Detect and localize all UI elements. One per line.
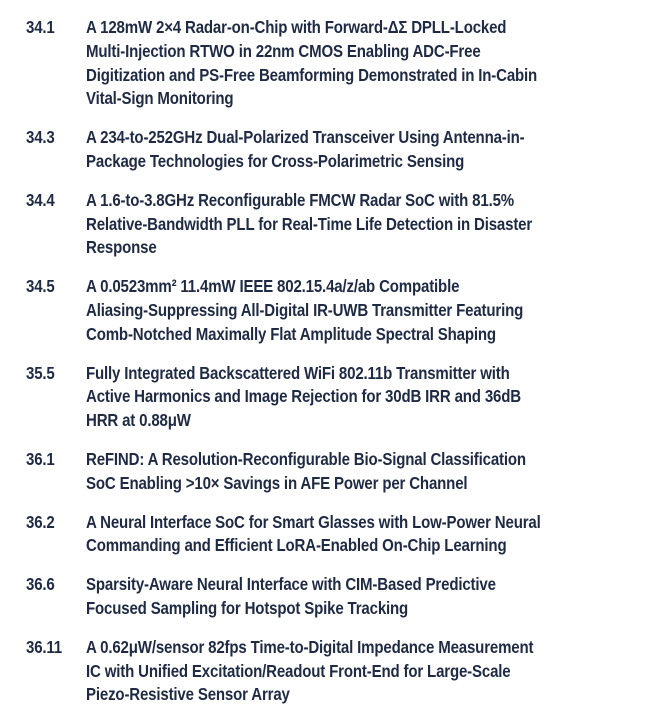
paper-number: 34.3 (26, 127, 55, 148)
paper-title-line: Commanding and Efficient LoRA-Enabled On-Chip Learning (86, 535, 507, 556)
paper-item (26, 636, 646, 707)
paper-title-line: Sparsity-Aware Neural Interface with CIM-Based Predictive (86, 574, 496, 595)
paper-title-line: Comb-Notched Maximally Flat Amplitude Spectral Shaping (86, 323, 496, 344)
paper-item (26, 126, 646, 174)
paper-title-line: Active Harmonics and Image Rejection for 30dB IRR and 36dB (86, 386, 521, 407)
paper-number: 35.5 (26, 362, 55, 383)
paper-title-line: Multi-Injection RTWO in 22nm CMOS Enabling ADC-Free (86, 40, 481, 61)
paper-title (86, 275, 646, 346)
paper-title (86, 573, 646, 621)
paper-title-line: Fully Integrated Backscattered WiFi 802.11b Transmitter with (86, 362, 510, 383)
paper-title-line: A 0.0523mm² 11.4mW IEEE 802.15.4a/z/ab Compatible (86, 276, 460, 297)
paper-title-line: A 128mW 2×4 Radar-on-Chip with Forward-ΔΣ DPLL-Locked (86, 17, 507, 37)
paper-title-line: SoC Enabling >10× Savings in AFE Power per Channel (86, 472, 468, 493)
paper-title (86, 189, 646, 260)
paper-title-line: Focused Sampling for Hotspot Spike Tracking (86, 597, 409, 618)
paper-number: 34.4 (26, 189, 55, 210)
paper-item (26, 362, 646, 433)
paper-title-line: A Neural Interface SoC for Smart Glasses with Low-Power Neural (86, 511, 541, 532)
paper-title-line: Vital-Sign Monitoring (86, 88, 234, 109)
paper-title (86, 448, 646, 496)
paper-title-line: Aliasing-Suppressing All-Digital IR-UWB Transmitter Featuring (86, 299, 524, 320)
paper-title-line: A 0.62μW/sensor 82fps Time-to-Digital Impedance Measurement (86, 636, 534, 657)
paper-title-line: IC with Unified Excitation/Readout Front-End for Large-Scale (86, 660, 511, 681)
paper-title (86, 511, 646, 559)
paper-list (26, 16, 646, 722)
paper-title (86, 16, 646, 111)
paper-title (86, 362, 646, 433)
paper-number: 36.6 (26, 574, 55, 595)
paper-number: 36.2 (26, 511, 55, 532)
paper-item (26, 189, 646, 260)
paper-title-line: HRR at 0.88μW (86, 410, 191, 431)
paper-item (26, 16, 646, 111)
paper-number: 36.1 (26, 448, 55, 469)
paper-title-line: A 234-to-252GHz Dual-Polarized Transceiver Using Antenna-in- (86, 127, 525, 148)
paper-item (26, 448, 646, 496)
paper-number: 34.1 (26, 17, 55, 37)
paper-number: 36.11 (26, 636, 62, 657)
paper-title-line: A 1.6-to-3.8GHz Reconfigurable FMCW Radar SoC with 81.5% (86, 189, 514, 210)
paper-item (26, 275, 646, 346)
paper-title-line: Response (86, 237, 157, 258)
paper-title (86, 126, 646, 174)
paper-title-line: Piezo-Resistive Sensor Array (86, 684, 290, 705)
paper-title (86, 636, 646, 707)
paper-item (26, 511, 646, 559)
paper-title-line: ReFIND: A Resolution-Reconfigurable Bio-Signal Classification (86, 448, 526, 469)
paper-title-line: Relative-Bandwidth PLL for Real-Time Life Detection in Disaster (86, 213, 533, 234)
paper-title-line: Package Technologies for Cross-Polarimetric Sensing (86, 150, 465, 171)
paper-title-line: Digitization and PS-Free Beamforming Demonstrated in In-Cabin (86, 64, 538, 85)
paper-item (26, 573, 646, 621)
paper-number: 34.5 (26, 276, 55, 297)
